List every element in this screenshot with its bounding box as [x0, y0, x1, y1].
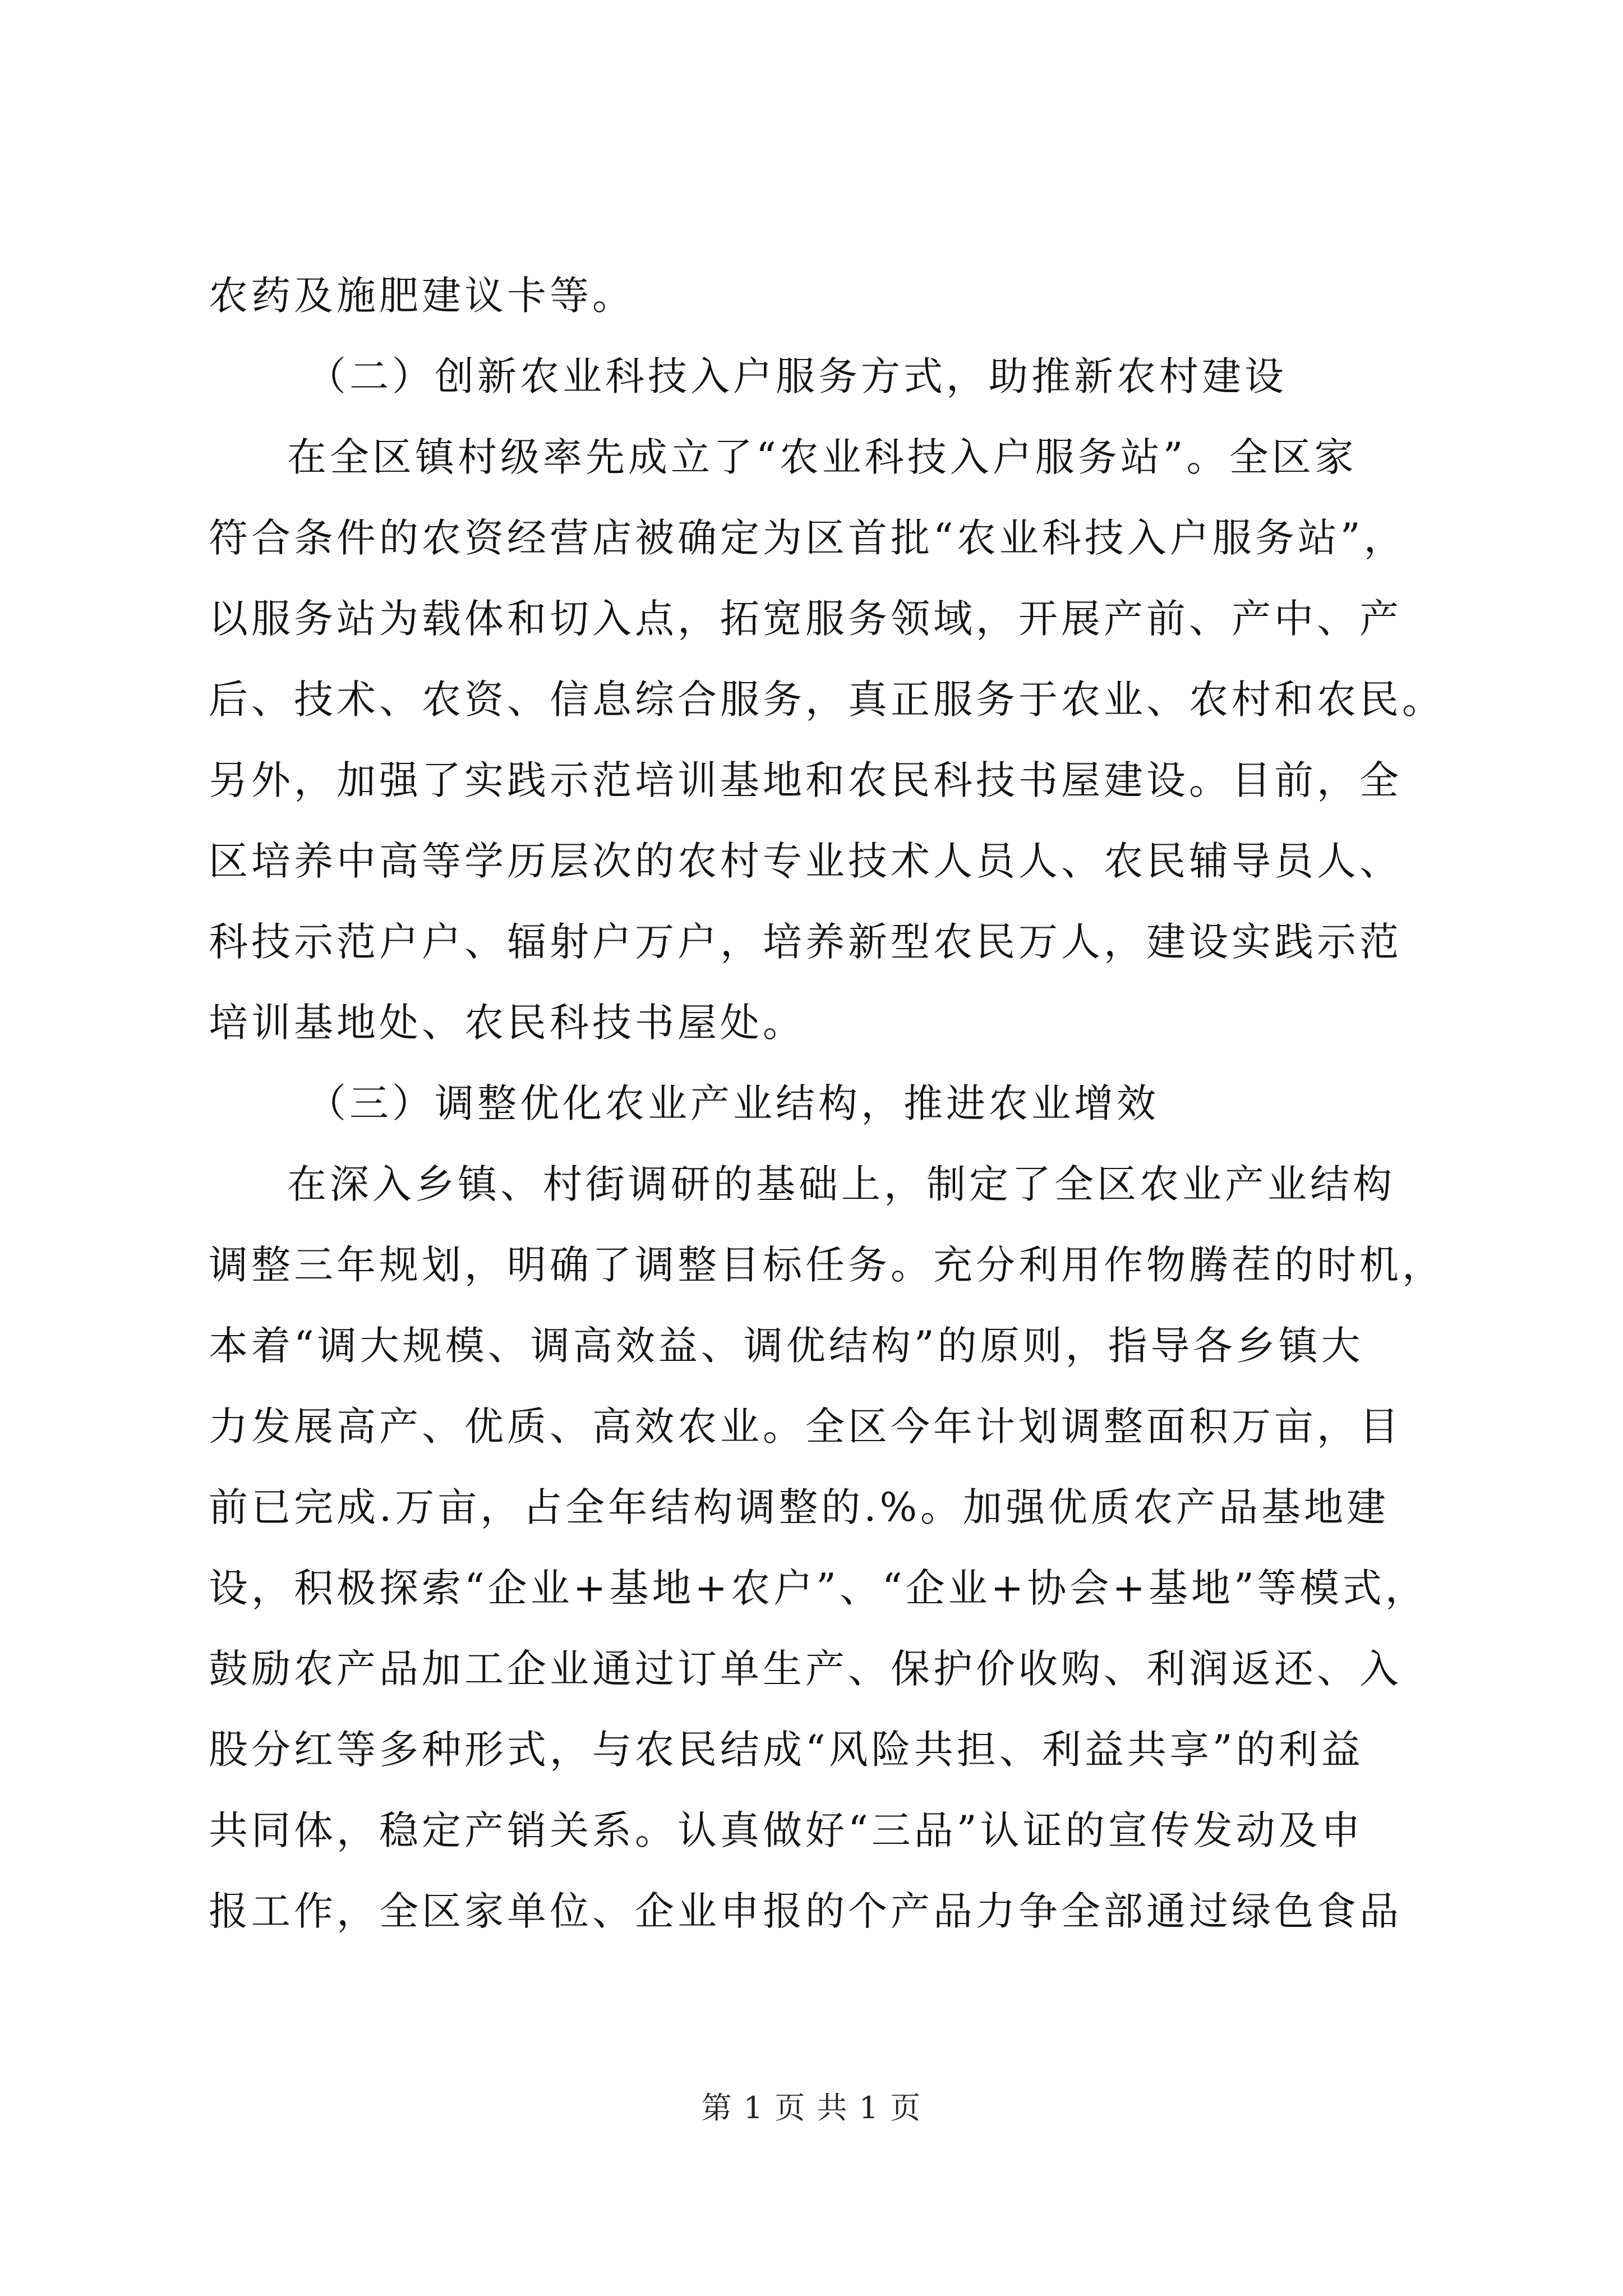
text-line: 在全区镇村级率先成立了“农业科技入户服务站”。全区家 — [287, 434, 1357, 480]
text-line: 前已完成.万亩，占全年结构调整的.%。加强优质农产品基地建 — [209, 1484, 1390, 1530]
text-line: 本着“调大规模、调高效益、调优结构”的原则，指导各乡镇大 — [209, 1323, 1364, 1369]
text-line: 调整三年规划，明确了调整目标任务。充分利用作物腾茬的时机， — [209, 1242, 1445, 1288]
text-line: 以服务站为载体和切入点，拓宽服务领域，开展产前、产中、产 — [209, 596, 1402, 642]
text-line: 后、技术、农资、信息综合服务，真正服务于农业、农村和农民。 — [209, 677, 1445, 723]
text-line: 在深入乡镇、村街调研的基础上，制定了全区农业产业结构 — [287, 1161, 1395, 1207]
text-line: 报工作，全区家单位、企业申报的个产品力争全部通过绿色食品 — [209, 1888, 1402, 1934]
text-line: 共同体，稳定产销关系。认真做好“三品”认证的宣传发动及申 — [209, 1807, 1364, 1853]
text-line: 科技示范户户、辐射户万户，培养新型农民万人，建设实践示范 — [209, 919, 1402, 965]
text-line: 鼓励农产品加工企业通过订单生产、保护价收购、利润返还、入 — [209, 1646, 1402, 1692]
text-line: 另外，加强了实践示范培训基地和农民科技书屋建设。目前，全 — [209, 757, 1402, 803]
page-number-footer: 第 1 页 共 1 页 — [701, 2090, 922, 2125]
text-line: 培训基地处、农民科技书屋处。 — [209, 1000, 805, 1046]
text-line: 设，积极探索“企业+基地+农户”、“企业+协会+基地”等模式， — [209, 1565, 1428, 1611]
text-line: 农药及施肥建议卡等。 — [209, 273, 635, 319]
text-line: 符合条件的农资经营店被确定为区首批“农业科技入户服务站”， — [209, 515, 1407, 561]
text-line: 区培养中高等学历层次的农村专业技术人员人、农民辅导员人、 — [209, 838, 1402, 884]
section-heading-2: （二）创新农业科技入户服务方式，助推新农村建设 — [307, 353, 1287, 399]
text-line: 力发展高产、优质、高效农业。全区今年计划调整面积万亩，目 — [209, 1404, 1402, 1450]
text-line: 股分红等多种形式，与农民结成“风险共担、利益共享”的利益 — [209, 1727, 1364, 1773]
section-heading-3: （三）调整优化农业产业结构，推进农业增效 — [307, 1080, 1159, 1126]
document-body — [209, 255, 1445, 1952]
